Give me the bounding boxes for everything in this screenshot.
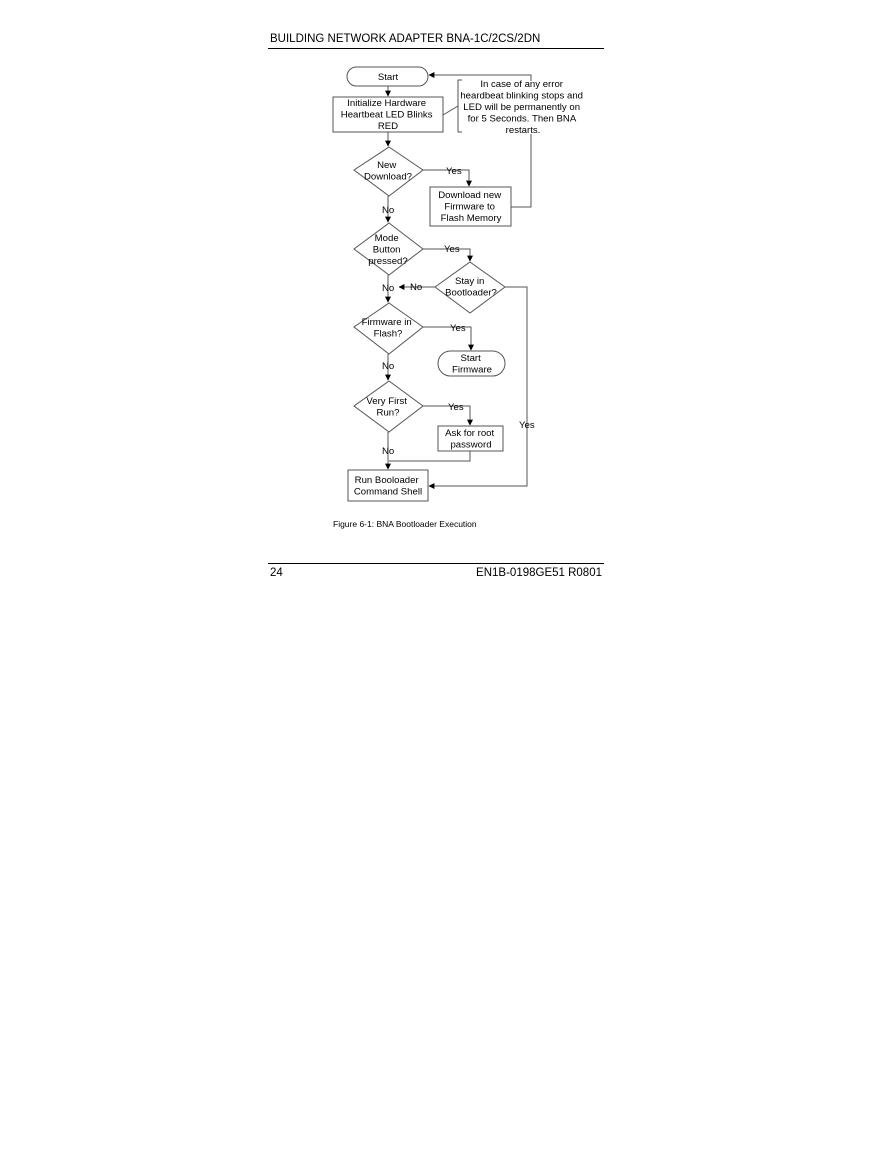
yes-label-new-download: Yes	[446, 166, 462, 177]
connector-stay-yes	[429, 287, 527, 486]
yes-label-flash: Yes	[450, 323, 466, 334]
page-number: 24	[270, 567, 283, 579]
page-header: BUILDING NETWORK ADAPTER BNA-1C/2CS/2DN	[270, 33, 541, 45]
yes-label-stay: Yes	[519, 420, 535, 431]
connector-password-shell	[389, 451, 470, 461]
figure-caption: Figure 6-1: BNA Bootloader Execution	[333, 519, 477, 529]
mode-button-label: Mode Button pressed?	[368, 233, 408, 267]
no-label-stay: No	[410, 282, 423, 293]
first-run-label: Very First Run?	[366, 396, 407, 419]
run-shell-label: Run Booloader Command Shell	[353, 475, 423, 498]
no-label-first-run: No	[382, 446, 395, 457]
yes-label-mode: Yes	[444, 244, 460, 255]
new-download-label: New Download?	[363, 160, 413, 183]
download-fw-label: Download new Firmware to Flash Memory	[438, 190, 502, 224]
no-label-mode: No	[382, 283, 395, 294]
connector-download-restart	[511, 134, 531, 207]
note-text: In case of any error heardbeat blinking stops and LED will be permanently on for 5 Seconds. Then BNA restarts.	[460, 79, 584, 136]
connector-init-note	[443, 106, 458, 115]
fw-in-flash-label: Firmware in Flash?	[361, 317, 412, 340]
no-label-flash: No	[382, 361, 395, 372]
footer-rule	[268, 563, 604, 564]
no-label-new-download: No	[382, 205, 395, 216]
start-fw-label: Start Firmware	[452, 353, 492, 376]
stay-bootloader-label: Stay in Bootloader?	[445, 276, 497, 299]
note-bracket	[458, 80, 462, 132]
document-code: EN1B-0198GE51 R0801	[476, 567, 602, 579]
ask-password-label: Ask for root password	[445, 428, 495, 451]
init-label: Initialize Hardware Heartbeat LED Blinks RED	[340, 98, 433, 132]
start-label: Start	[377, 72, 399, 83]
yes-label-first-run: Yes	[448, 402, 464, 413]
